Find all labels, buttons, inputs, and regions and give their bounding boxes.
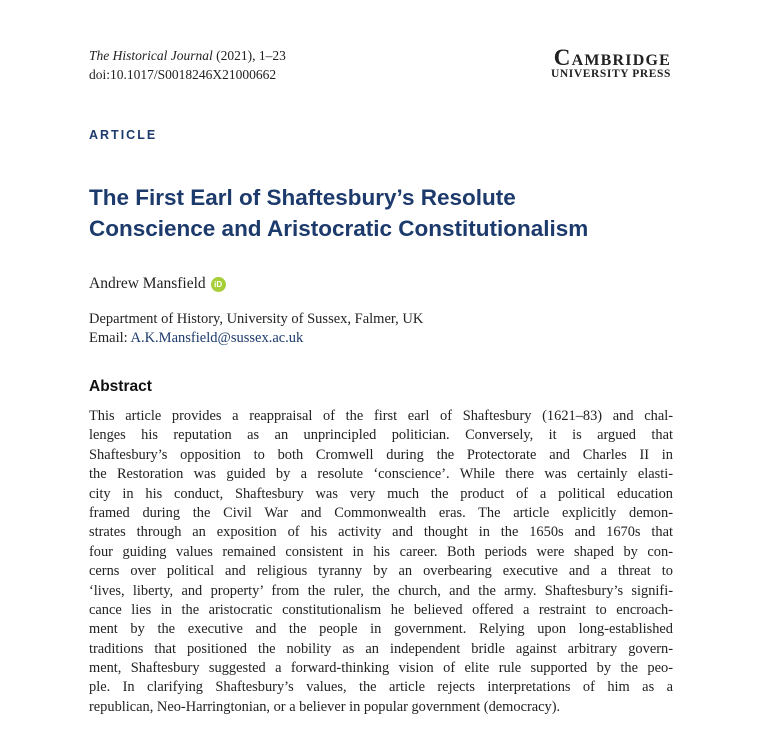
article-type-label: ARTICLE xyxy=(89,128,158,142)
abstract-line: city in his conduct, Shaftesbury was very much the product of a political education xyxy=(89,485,673,502)
article-title xyxy=(89,182,709,244)
affiliation xyxy=(89,310,423,348)
journal-header xyxy=(89,46,286,84)
email-line xyxy=(89,329,423,348)
author-name: Andrew Mansfield xyxy=(89,275,206,292)
abstract-line: ple. In clarifying Shaftesbury’s values, the article rejects interpretations of him as a xyxy=(89,679,673,696)
email-link[interactable]: A.K.Mansfield@sussex.ac.uk xyxy=(130,330,304,346)
publisher-logo-line1: Cambridge xyxy=(553,45,671,70)
author xyxy=(89,275,226,293)
abstract-line: ment by the executive and the people in government. Relying upon long-established xyxy=(89,621,673,638)
abstract-line: traditions that positioned the nobility as an independent bridle against arbitrary govern- xyxy=(89,640,673,657)
journal-year-pages: (2021), 1–23 xyxy=(212,48,286,63)
abstract-line: This article provides a reappraisal of the first earl of Shaftesbury (1621–83) and chal- xyxy=(89,408,673,424)
publisher-logo xyxy=(551,46,671,80)
abstract-line: cerns over political and religious tyranny by an overbearing executive and a threat to xyxy=(89,563,673,580)
abstract-line: ‘lives, liberty, and property’ from the ruler, the church, and the army. Shaftesbury’s signifi- xyxy=(89,582,673,599)
abstract-heading: Abstract xyxy=(89,378,152,395)
orcid-icon[interactable]: iD xyxy=(211,277,226,292)
abstract-line: framed during the Civil War and Commonwealth eras. The article explicitly demon- xyxy=(89,504,673,521)
abstract-line: ment, Shaftesbury suggested a forward-thinking vision of elite rule supported by the peo- xyxy=(89,660,673,677)
email-label: Email: xyxy=(89,330,131,346)
abstract-line: four guiding values remained consistent in his career. Both periods were shaped by con- xyxy=(89,543,673,560)
abstract-line: Shaftesbury’s opposition to both Cromwell during the Protectorate and Charles II in xyxy=(89,446,673,463)
abstract-body xyxy=(89,407,673,717)
abstract-line: cance lies in the aristocratic constitutionalism he believed offered a restraint to encroach- xyxy=(89,601,673,618)
doi[interactable]: doi:10.1017/S0018246X21000662 xyxy=(89,67,277,82)
department: Department of History, University of Sussex, Falmer, UK xyxy=(89,311,424,327)
abstract-line: strates through an exposition of his activity and thought in the 1650s and 1670s that xyxy=(89,524,673,541)
abstract-line: lenges his reputation as an unprincipled politician. Conversely, it is argued that xyxy=(89,427,673,444)
article-title-line2: Conscience and Aristocratic Constitutionalism xyxy=(89,216,589,241)
article-title-line1: The First Earl of Shaftesbury’s Resolute xyxy=(89,185,516,210)
journal-citation xyxy=(89,46,286,65)
publisher-logo-line2: UNIVERSITY PRESS xyxy=(550,68,671,80)
journal-name: The Historical Journal xyxy=(89,48,213,63)
abstract-line: the Restoration was guided by a resolute ‘conscience’. While there was certainly elasti- xyxy=(89,466,673,483)
abstract-line: republican, Neo-Harringtonian, or a believer in popular government (democracy). xyxy=(89,698,561,715)
